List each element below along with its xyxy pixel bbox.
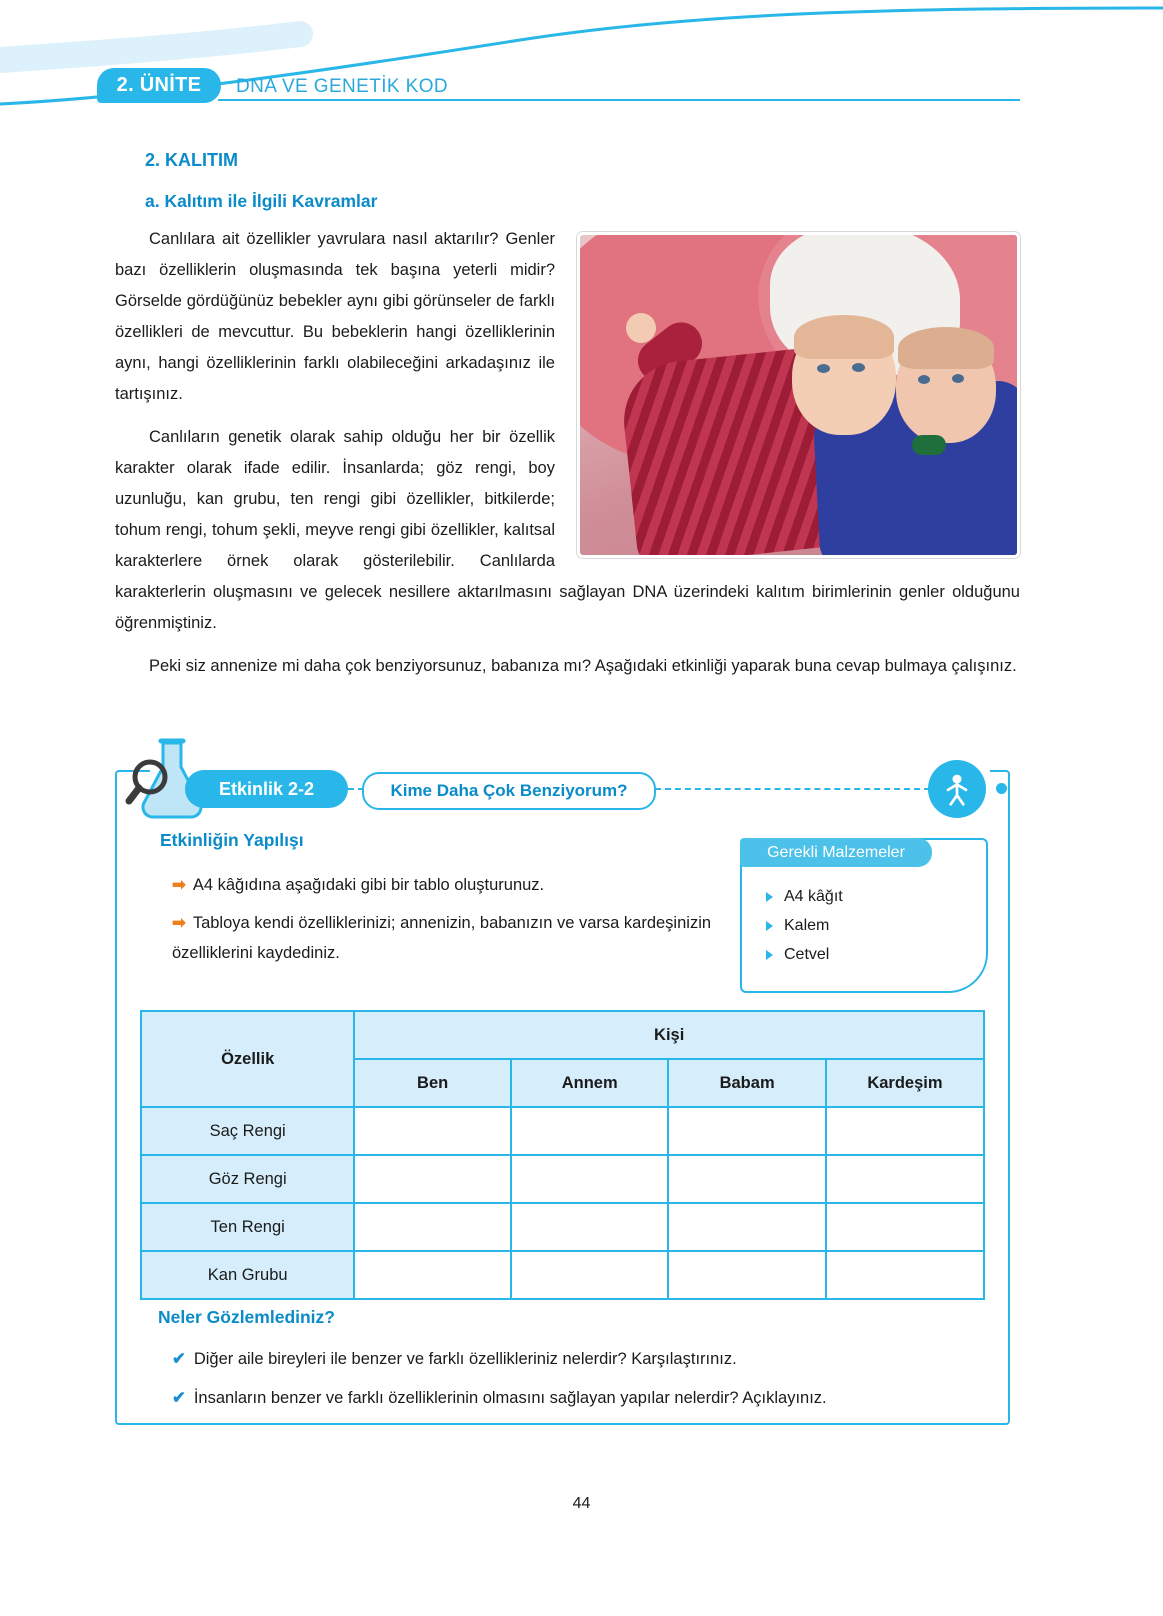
activity-step-1 xyxy=(172,870,732,900)
table-row xyxy=(141,1203,984,1251)
paragraph-1: Canlılara ait özellikler yavrulara nasıl aktarılır? Genler bazı özelliklerin oluşmasında tek başına yeterli midir? Görselde gördüğünüz bebekler aynı gibi görünseler de farklı özellikleri de mevcuttur. Bu bebeklerin hangi özelliklerinin aynı, hangi özelliklerinin farklı olabileceğini arkadaşınız ile tartışınız. xyxy=(115,230,555,403)
activity-end-dot xyxy=(996,783,1007,794)
activity-badge: Etkinlik 2-2 xyxy=(185,770,348,808)
observe-item-2 xyxy=(172,1384,972,1412)
material-item: A4 kâğıt xyxy=(764,882,986,911)
row-label-kan-grubu: Kan Grubu xyxy=(141,1251,354,1299)
observe-item-2-text: İnsanların benzer ve farklı özelliklerinin olmasını sağlayan yapılar nelerdir? Açıklayınız. xyxy=(193,1389,827,1407)
row-label-ten-rengi: Ten Rengi xyxy=(141,1203,354,1251)
table-row xyxy=(141,1155,984,1203)
activity-how-title: Etkinliğin Yapılışı xyxy=(160,830,304,850)
materials-list xyxy=(742,882,986,969)
material-item: Cetvel xyxy=(764,940,986,969)
table-header-ozellik: Özellik xyxy=(141,1011,354,1107)
observe-item-1-text: Diğer aile bireyleri ile benzer ve farklı özellikleriniz nelerdir? Karşılaştırınız. xyxy=(193,1350,737,1368)
section-title: 2. KALITIM xyxy=(145,150,238,170)
page-content xyxy=(115,150,1020,682)
table-header-babam: Babam xyxy=(668,1059,825,1107)
paragraph-3: Peki siz annenize mi daha çok benziyorsunuz, babanıza mı? Aşağıdaki etkinliği yaparak buna cevap bulmaya çalışınız. xyxy=(149,657,1017,675)
cell-goz-ben[interactable] xyxy=(354,1155,511,1203)
activity-topic: Kime Daha Çok Benziyorum? xyxy=(362,772,656,810)
activity-dash-right xyxy=(655,788,930,790)
characteristics-table xyxy=(140,1010,985,1300)
section-subtitle: a. Kalıtım ile İlgili Kavramlar xyxy=(145,191,378,211)
table-header-kisi: Kişi xyxy=(354,1011,984,1059)
observe-title: Neler Gözlemlediniz? xyxy=(158,1307,335,1327)
observe-item-1 xyxy=(172,1345,972,1373)
table-row xyxy=(141,1107,984,1155)
cell-ten-babam[interactable] xyxy=(668,1203,825,1251)
cell-sac-ben[interactable] xyxy=(354,1107,511,1155)
table-header-ben: Ben xyxy=(354,1059,511,1107)
activity-step-2 xyxy=(172,908,732,968)
cell-sac-babam[interactable] xyxy=(668,1107,825,1155)
cell-goz-kardesim[interactable] xyxy=(826,1155,984,1203)
check-icon: ✔ xyxy=(172,1350,186,1368)
table-header-annem: Annem xyxy=(511,1059,668,1107)
cell-kan-babam[interactable] xyxy=(668,1251,825,1299)
cell-kan-ben[interactable] xyxy=(354,1251,511,1299)
unit-badge: 2. ÜNİTE xyxy=(97,68,221,103)
page-header xyxy=(0,0,1163,112)
row-label-sac-rengi: Saç Rengi xyxy=(141,1107,354,1155)
material-item: Kalem xyxy=(764,911,986,940)
cell-goz-annem[interactable] xyxy=(511,1155,668,1203)
paragraph-2: Canlıların genetik olarak sahip olduğu her bir özellik karakter olarak ifade edilir. İnsanlarda; göz rengi, boy uzunluğu, kan grubu, ten rengi gibi özellikler, bitkilerde; tohum rengi, tohum şekli, meyve rengi gibi özellikler, kalıtsal karakterlere örnek olarak gösterilebilir. Canlılarda karakterlerin oluşmasını ve gelecek nesillere aktarılmasını sağlayan DNA üzerindeki kalıtım birimlerinin genler olduğunu öğrenmiştiniz. xyxy=(115,428,1020,632)
arrow-icon: ➡ xyxy=(172,876,186,894)
table-header-kardesim: Kardeşim xyxy=(826,1059,984,1107)
cell-goz-babam[interactable] xyxy=(668,1155,825,1203)
row-label-goz-rengi: Göz Rengi xyxy=(141,1155,354,1203)
cell-kan-kardesim[interactable] xyxy=(826,1251,984,1299)
table-header-row-1 xyxy=(141,1011,984,1059)
cell-ten-kardesim[interactable] xyxy=(826,1203,984,1251)
unit-title: DNA VE GENETİK KOD xyxy=(236,76,449,97)
page-number: 44 xyxy=(572,1495,591,1512)
cell-ten-ben[interactable] xyxy=(354,1203,511,1251)
materials-title: Gerekli Malzemeler xyxy=(740,838,932,867)
activity-step-2-text: Tabloya kendi özelliklerinizi; annenizin, babanızın ve varsa kardeşinizin özelliklerini kaydediniz. xyxy=(172,914,712,962)
person-icon xyxy=(928,760,986,818)
twins-photo xyxy=(577,232,1020,558)
intro-block xyxy=(115,224,1020,682)
cell-ten-annem[interactable] xyxy=(511,1203,668,1251)
cell-kan-annem[interactable] xyxy=(511,1251,668,1299)
cell-sac-kardesim[interactable] xyxy=(826,1107,984,1155)
check-icon: ✔ xyxy=(172,1389,186,1407)
activity-step-1-text: A4 kâğıdına aşağıdaki gibi bir tablo oluşturunuz. xyxy=(192,876,545,894)
arrow-icon: ➡ xyxy=(172,914,186,932)
table-row xyxy=(141,1251,984,1299)
cell-sac-annem[interactable] xyxy=(511,1107,668,1155)
